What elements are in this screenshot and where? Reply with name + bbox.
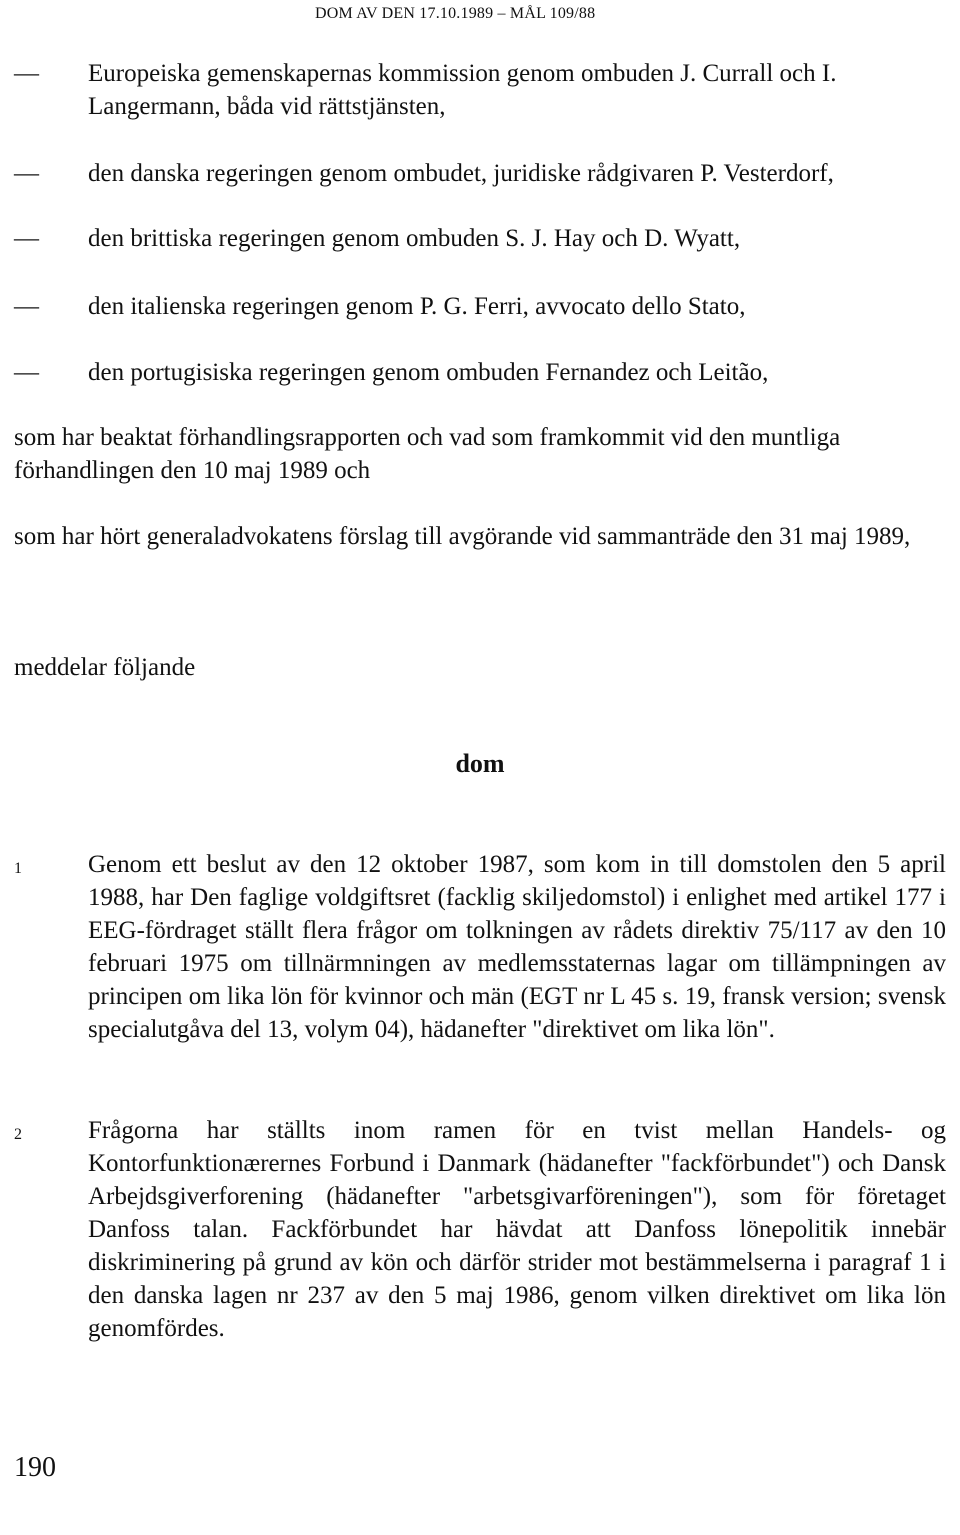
list-dash: — — [14, 225, 39, 252]
party-text: den portugisiska regeringen genom ombuden Fernandez och Leitão, — [88, 359, 769, 386]
party-text: den brittiska regeringen genom ombuden S. J. Hay och D. Wyatt, — [88, 225, 741, 252]
paragraph-text: Genom ett beslut av den 12 oktober 1987, som kom in till domstolen den 5 april 1988, har Den faglige voldgiftsret (facklig skiljedomstol) i enlighet med artikel 177 i EEG-fördraget ställt flera frågor om tolkningen av rådets direktiv 75/117 av den 10 februari 1975 om tillnärmningen av medlemsstaternas lagar om tillämpningen av principen om lika lön för kvinnor och män (EGT nr L 45 s. 19, fransk version; svensk specialutgåva del 13, volym 04), hädanefter "direktivet om lika lön". — [88, 851, 946, 1043]
page-number: 190 — [14, 1452, 56, 1483]
opinion-clause: som har hört generaladvokatens förslag till avgörande vid sammanträde den 31 maj 1989, — [14, 523, 911, 550]
list-dash: — — [14, 160, 39, 187]
paragraph-text: Frågorna har ställts inom ramen för en tvist mellan Handels- og Kontorfunktionærernes Forbund i Danmark (hädanefter "fackförbundet") och Dansk Arbejdsgiverforening (hädanefter "arbetsgivarföreningen"), som för företaget Danfoss talan. Fackförbundet har hävdat att Danfoss lönepolitik innebär diskriminering på grund av kön och därför strider mot bestämmelserna i paragraf 1 i den danska lagen nr 237 av den 5 maj 1986, genom vilken direktivet om lika lön genomfördes. — [88, 1117, 946, 1342]
paragraph-number: 1 — [14, 860, 22, 877]
hearing-clause: som har beaktat förhandlingsrapporten och vad som framkommit vid den muntliga förhandlingen den 10 maj 1989 och — [14, 424, 841, 484]
party-text: den danska regeringen genom ombudet, juridiske rådgivaren P. Vesterdorf, — [88, 160, 834, 187]
judgment-heading: dom — [455, 749, 505, 778]
list-dash: — — [14, 60, 39, 87]
announces-clause: meddelar följande — [14, 654, 196, 681]
list-dash: — — [14, 359, 39, 386]
party-text: Europeiska gemenskapernas kommission genom ombuden J. Currall och I. Langermann, båda vid rättstjänsten, — [88, 60, 837, 120]
party-text: den italienska regeringen genom P. G. Ferri, avvocato dello Stato, — [88, 293, 746, 320]
list-dash: — — [14, 293, 39, 320]
paragraph-number: 2 — [14, 1126, 22, 1143]
running-head: DOM AV DEN 17.10.1989 – MÅL 109/88 — [315, 5, 596, 22]
